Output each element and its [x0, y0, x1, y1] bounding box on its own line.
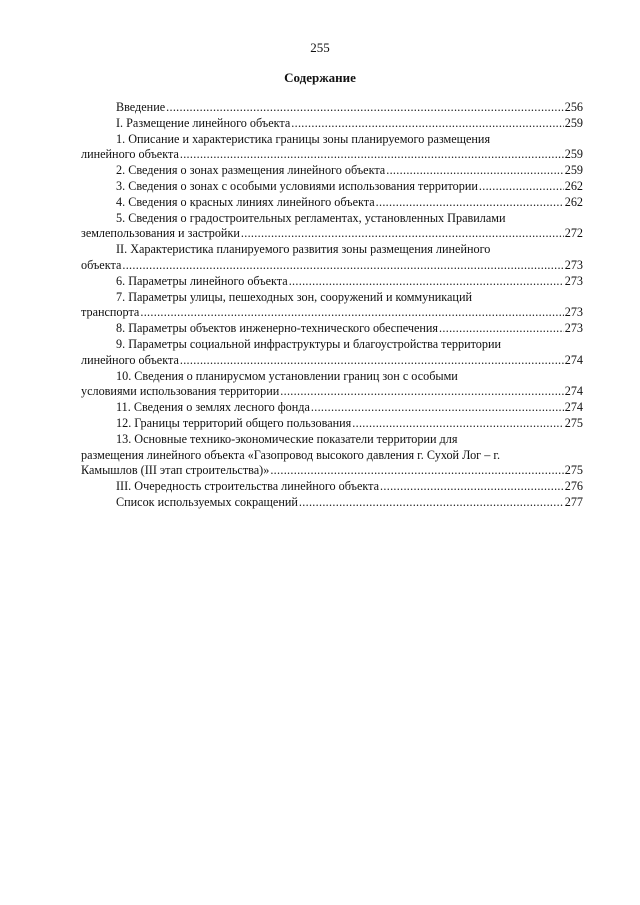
toc-entry-last-line — [81, 147, 583, 163]
toc-entry-line: размещения линейного объекта «Газопровод высокого давления г. Сухой Лог – г. — [81, 447, 501, 462]
toc-entry-page: 273 — [564, 321, 583, 336]
toc-entry — [81, 321, 583, 337]
toc-entry-label: объекта — [81, 257, 122, 272]
toc-entry-last-line — [81, 195, 583, 211]
toc-entry — [81, 163, 583, 179]
toc-entry — [81, 100, 583, 116]
toc-entry — [81, 290, 583, 322]
dot-leader — [180, 353, 564, 369]
toc-entry-page: 259 — [564, 163, 583, 178]
toc-title: Содержание — [284, 70, 356, 85]
toc-entry-page: 262 — [564, 178, 583, 193]
dot-leader — [439, 321, 564, 337]
toc-entry-last-line — [81, 321, 583, 337]
toc-entry-last-line — [81, 463, 583, 479]
toc-entry-label: 11. Сведения о землях лесного фонда — [116, 400, 310, 415]
toc-entry-label: землепользования и застройки — [81, 226, 240, 241]
dot-leader — [380, 479, 564, 495]
toc-entry-label: 4. Сведения о красных линиях линейного объекта — [116, 194, 375, 209]
toc-entry-last-line — [81, 274, 583, 290]
toc-entry-page: 274 — [564, 400, 583, 415]
toc-entry-line: 7. Параметры улицы, пешеходных зон, сооружений и коммуникаций — [116, 289, 472, 304]
toc-entry-last-line — [81, 353, 583, 369]
toc-entry — [81, 479, 583, 495]
toc-entry-page: 275 — [564, 415, 583, 430]
dot-leader — [299, 495, 564, 511]
dot-leader — [166, 100, 564, 116]
dot-leader — [270, 463, 563, 479]
toc-entry-label: транспорта — [81, 305, 140, 320]
toc-entry-last-line — [81, 479, 583, 495]
toc-entry — [81, 242, 583, 274]
toc-entry — [81, 179, 583, 195]
toc-entry-label: условиями использования территории — [81, 384, 280, 399]
toc-entry — [81, 416, 583, 432]
toc-entry-page: 259 — [564, 147, 583, 162]
dot-leader — [376, 195, 564, 211]
dot-leader — [479, 179, 564, 195]
toc-entry-line: 9. Параметры социальной инфраструктуры и благоустройства территории — [116, 336, 502, 351]
dot-leader — [241, 226, 564, 242]
toc-entry-page: 274 — [564, 352, 583, 367]
toc-entry-page: 275 — [564, 463, 583, 478]
toc-entry-page: 262 — [564, 194, 583, 209]
toc-entry-label: линейного объекта — [81, 147, 179, 162]
toc-entry — [81, 211, 583, 243]
toc-entry-last-line — [81, 116, 583, 132]
toc-entry — [81, 195, 583, 211]
toc-entry-label: 8. Параметры объектов инженерно-технического обеспечения — [116, 321, 439, 336]
toc-entry — [81, 432, 583, 479]
toc-entry-label: 3. Сведения о зонах с особыми условиями использования территории — [116, 178, 478, 193]
toc-entry-line: 1. Описание и характеристика границы зоны планируемого размещения — [116, 131, 491, 146]
dot-leader — [352, 416, 563, 432]
toc-entry — [81, 369, 583, 401]
dot-leader — [311, 400, 564, 416]
toc-entry — [81, 495, 583, 511]
dot-leader — [386, 163, 563, 179]
dot-leader — [180, 147, 564, 163]
toc-entry — [81, 274, 583, 290]
toc-entry-page: 272 — [564, 226, 583, 241]
toc-entry-label: Камышлов (III этап строительства)» — [81, 463, 270, 478]
toc-entry — [81, 132, 583, 164]
toc-entry-label: I. Размещение линейного объекта — [116, 115, 291, 130]
dot-leader — [140, 305, 563, 321]
toc-entry-last-line — [81, 226, 583, 242]
toc-entry-page: 273 — [564, 257, 583, 272]
toc-entry-page: 256 — [564, 100, 583, 114]
toc-entry-page: 259 — [564, 115, 583, 130]
toc-entry-label: Введение — [116, 100, 166, 114]
toc-entry-last-line — [81, 163, 583, 179]
toc-entry-page: 276 — [564, 479, 583, 494]
toc-entry — [81, 400, 583, 416]
toc-entry-label: III. Очередность строительства линейного объекта — [116, 479, 380, 494]
toc-entry-line: II. Характеристика планируемого развития зоны размещения линейного — [116, 242, 491, 257]
toc-entry-line: 10. Сведения о планирусмом установлении границ зон с особыми — [116, 368, 458, 383]
toc-entry-page: 274 — [564, 384, 583, 399]
page-number: 255 — [310, 40, 330, 55]
toc-entry-last-line — [81, 100, 583, 116]
dot-leader — [289, 274, 564, 290]
toc-entry-page: 273 — [564, 305, 583, 320]
dot-leader — [122, 258, 563, 274]
dot-leader — [280, 384, 563, 400]
toc-entry-page: 273 — [564, 273, 583, 288]
toc-entry-line: 13. Основные технико-экономические показатели территории для — [116, 431, 458, 446]
toc-entry-label: 6. Параметры линейного объекта — [116, 273, 288, 288]
toc-entry-last-line — [81, 495, 583, 511]
toc-entry-last-line — [81, 400, 583, 416]
toc-entry — [81, 116, 583, 132]
table-of-contents — [81, 100, 583, 511]
toc-entry-last-line — [81, 416, 583, 432]
toc-entry-line: 5. Сведения о градостроительных регламентах, установленных Правилами — [116, 210, 506, 225]
toc-entry-last-line — [81, 258, 583, 274]
toc-entry-label: 2. Сведения о зонах размещения линейного объекта — [116, 163, 386, 178]
toc-entry-label: 12. Границы территорий общего пользования — [116, 415, 352, 430]
toc-entry-last-line — [81, 305, 583, 321]
toc-entry — [81, 337, 583, 369]
toc-entry-last-line — [81, 179, 583, 195]
toc-entry-last-line — [81, 384, 583, 400]
toc-entry-page: 277 — [564, 494, 583, 509]
toc-entry-label: Список используемых сокращений — [116, 494, 298, 509]
toc-entry-label: линейного объекта — [81, 352, 179, 367]
dot-leader — [291, 116, 563, 132]
